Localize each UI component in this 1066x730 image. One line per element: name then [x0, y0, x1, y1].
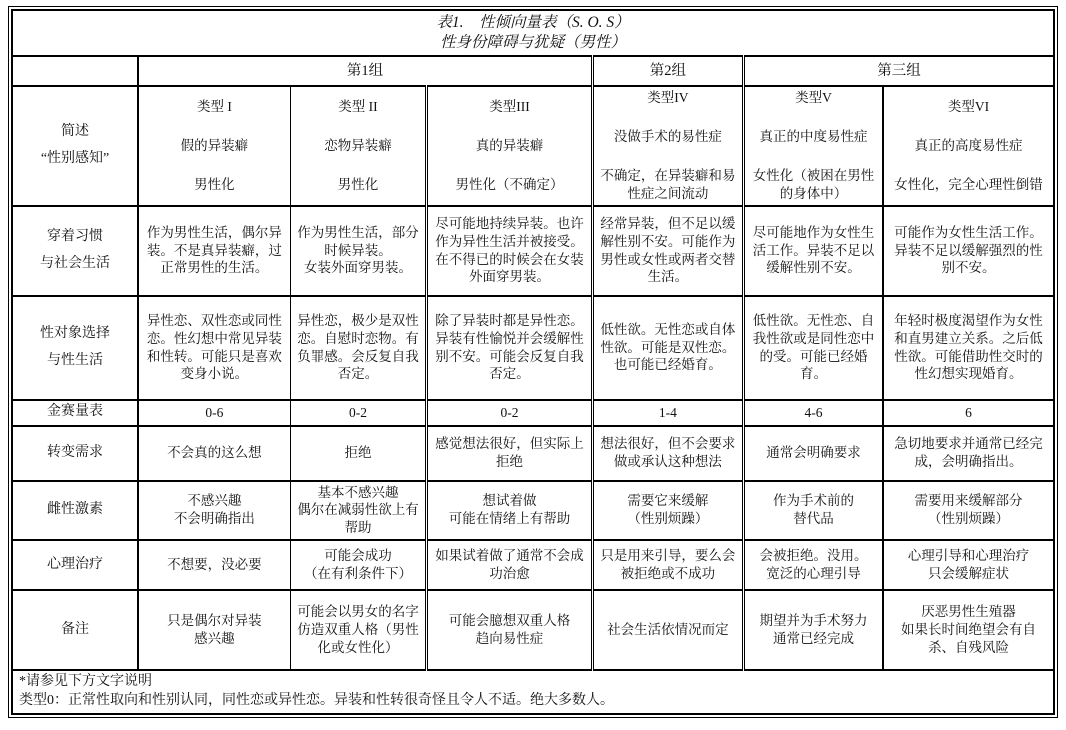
cell-paragraph: 真正的中度易性症: [759, 129, 868, 145]
table-cell: [592, 426, 743, 481]
table-cell: [883, 590, 1054, 670]
cell-paragraph: 假的异装癖: [180, 138, 249, 153]
table-row: [12, 540, 1054, 590]
table-cell: [427, 400, 593, 426]
row-label-line: 性对象选择: [40, 326, 111, 342]
cell-paragraph: 感觉想法很好，但实际上拒绝: [435, 436, 584, 470]
row-label: [12, 481, 138, 540]
table-cell: [883, 426, 1054, 481]
cell-paragraph: 尽可能地持续异装。也许作为异性生活并被接受。在不得已的时候会在女装外面穿男装。: [435, 215, 584, 285]
group-header-3: 第三组: [743, 56, 1054, 86]
cell-paragraph: 想试着做: [482, 493, 537, 509]
cell-paragraph: 基本不感兴趣: [317, 484, 399, 500]
cell-paragraph: 通常已经完成: [773, 630, 855, 646]
row-label: [12, 400, 138, 426]
cell-paragraph: 可能作为女性生活工作。异装不足以缓解强烈的性别不安。: [894, 224, 1043, 276]
table-cell: [743, 206, 883, 296]
cell-paragraph: 只会缓解症状: [928, 565, 1010, 581]
corner-empty-cell: [12, 56, 138, 86]
cell-paragraph: 经常异装，但不足以缓解性别不安。可能作为男性或女性或两者交替生活。: [600, 215, 736, 285]
cell-paragraph: 0-2: [500, 404, 519, 420]
cell-paragraph: 男性化: [337, 176, 379, 192]
cell-paragraph: 异性恋，极少是双性恋。自慰时恋物。有负罪感。会反复自我否定。: [297, 312, 419, 382]
cell-paragraph: 作为男性生活，部分时候异装。: [297, 224, 419, 258]
cell-paragraph: 需要它来缓解: [627, 493, 709, 509]
table-cell: [427, 590, 593, 670]
cell-paragraph: 女性化，完全心理性倒错: [894, 176, 1043, 192]
row-label-line: 备注: [61, 621, 90, 637]
cell-paragraph: 如果长时间绝望会有自杀、自残风险: [901, 622, 1037, 655]
table-cell: [592, 481, 743, 540]
footnote-row: [12, 670, 1054, 714]
cell-paragraph: （性别烦躁）: [627, 511, 709, 527]
sos-table: [11, 9, 1055, 715]
group-header-1: 第1组: [138, 56, 592, 86]
cell-paragraph: 作为手术前的: [773, 493, 855, 509]
cell-paragraph: （性别烦躁）: [928, 511, 1010, 527]
table-cell: [743, 481, 883, 540]
cell-paragraph: 期望并为手术努力: [759, 613, 868, 629]
cell-paragraph: 类型 I: [196, 99, 232, 115]
cell-paragraph: 不感兴趣: [187, 493, 242, 509]
table-cell: [138, 400, 290, 426]
cell-paragraph: 不会真的这么想: [167, 445, 262, 461]
table-row: [12, 296, 1054, 400]
footnote-line-2: 类型0：正常性取向和性别认同，同性恋或异性恋。异装和性转很奇怪且令人不适。绝大多数人。: [19, 692, 614, 708]
cell-paragraph: 不确定，在异装癖和易性症之间流动: [600, 167, 736, 201]
cell-paragraph: 如果试着做了通常不会成功治愈: [435, 548, 584, 581]
cell-paragraph: 女装外面穿男装。: [303, 260, 412, 276]
table-cell: [138, 296, 290, 400]
table-cell: [290, 400, 427, 426]
cell-paragraph: 宽泛的心理引导: [766, 565, 861, 581]
table-cell: [883, 481, 1054, 540]
cell-paragraph: 只是偶尔对异装: [167, 613, 262, 629]
cell-paragraph: 低性欲。无性恋或自体性欲。可能是双性恋。也可能已经婚育。: [600, 321, 736, 373]
cell-paragraph: 类型V: [795, 90, 832, 106]
table-cell: [883, 206, 1054, 296]
cell-paragraph: 想法很好，但不会要求做或承认这种想法: [600, 436, 736, 470]
table-cell: [290, 296, 427, 400]
cell-paragraph: 男性化（不确定）: [455, 176, 564, 192]
table-row: [12, 86, 1054, 205]
cell-paragraph: 替代品: [793, 511, 834, 527]
table-cell: [883, 86, 1054, 205]
table-cell: [427, 86, 593, 205]
cell-paragraph: 拒绝: [344, 445, 372, 461]
cell-paragraph: 真的异装癖: [475, 138, 544, 153]
document-page: [8, 6, 1058, 718]
row-label: [12, 206, 138, 296]
table-cell: [883, 400, 1054, 426]
cell-paragraph: 没做手术的易性症: [613, 129, 722, 145]
table-cell: [743, 590, 883, 670]
row-label-line: 与性生活: [47, 352, 104, 368]
table-cell: [592, 296, 743, 400]
cell-paragraph: 类型 II: [338, 99, 378, 115]
table-cell: [592, 86, 743, 205]
row-label: [12, 296, 138, 400]
cell-paragraph: 可能会臆想双重人格: [448, 613, 571, 629]
cell-paragraph: 偶尔在减弱性欲上有帮助: [297, 502, 419, 536]
table-cell: [743, 400, 883, 426]
cell-paragraph: 年轻时极度渴望作为女性和直男建立关系。之后低性欲。可能借助性交时的性幻想实现婚育。: [894, 312, 1043, 382]
cell-paragraph: 可能会成功: [324, 548, 392, 564]
cell-paragraph: 6: [965, 404, 972, 420]
table-body: [12, 86, 1054, 670]
cell-paragraph: 0-6: [205, 404, 224, 420]
table-cell: [138, 206, 290, 296]
table-cell: [290, 590, 427, 670]
row-label-line: “性别感知”: [40, 150, 110, 166]
table-cell: [290, 206, 427, 296]
row-label: [12, 86, 138, 205]
cell-paragraph: 男性化: [194, 176, 235, 192]
table-cell: [883, 296, 1054, 400]
table-cell: [592, 590, 743, 670]
group-header-row: [12, 56, 1054, 86]
table-cell: [592, 400, 743, 426]
table-title: 表1. 性倾向量表（S. O. S）: [436, 14, 630, 31]
table-cell: [138, 86, 290, 205]
table-cell: [290, 540, 427, 590]
row-label-line: 雌性激素: [47, 502, 104, 518]
cell-paragraph: 类型III: [489, 99, 530, 115]
cell-paragraph: 除了异装时都是异性恋。异装有性愉悦并会缓解性别不安。可能会反复自我否定。: [435, 312, 584, 382]
table-cell: [290, 86, 427, 205]
cell-paragraph: 不想要，没必要: [167, 557, 262, 573]
table-row: [12, 206, 1054, 296]
cell-paragraph: 感兴趣: [194, 630, 235, 646]
row-label: [12, 540, 138, 590]
cell-paragraph: 只是用来引导，要么会被拒绝或不成功: [600, 548, 736, 581]
cell-paragraph: 1-4: [658, 404, 677, 420]
table-cell: [592, 206, 743, 296]
cell-paragraph: 心理引导和心理治疗: [907, 548, 1030, 564]
table-cell: [427, 296, 593, 400]
cell-paragraph: 0-2: [348, 404, 367, 420]
table-row: [12, 400, 1054, 426]
cell-paragraph: 尽可能地作为女性生活工作。异装不足以缓解性别不安。: [752, 224, 875, 276]
table-row: [12, 426, 1054, 481]
table-cell: [743, 426, 883, 481]
table-cell: [427, 540, 593, 590]
footnote-cell: [12, 670, 1054, 714]
group-header-2: 第2组: [592, 56, 743, 86]
cell-paragraph: 不会明确指出: [173, 511, 255, 527]
table-cell: [883, 540, 1054, 590]
row-label: [12, 426, 138, 481]
table-cell: [138, 426, 290, 481]
cell-paragraph: 4-6: [804, 404, 823, 420]
cell-paragraph: 女性化（被困在男性的身体中）: [752, 167, 875, 201]
table-row: [12, 590, 1054, 670]
row-label-line: 简述: [61, 124, 90, 140]
row-label-line: 与社会生活: [40, 255, 111, 271]
cell-paragraph: 类型VI: [947, 99, 990, 115]
cell-paragraph: 会被拒绝。没用。: [759, 548, 868, 564]
cell-paragraph: 真正的高度易性症: [914, 138, 1023, 153]
cell-paragraph: 可能会以男女的名字仿造双重人格（男性化或女性化）: [297, 604, 419, 655]
table-cell: [290, 481, 427, 540]
cell-paragraph: 可能在情绪上有帮助: [448, 511, 571, 527]
cell-paragraph: 类型IV: [647, 90, 689, 106]
cell-paragraph: 作为男性生活，偶尔异装。不是真异装癖，过正常男性的生活。: [146, 224, 282, 276]
row-label-line: 穿着习惯: [47, 229, 104, 245]
cell-paragraph: 急切地要求并通常已经完成，会明确指出。: [894, 436, 1043, 470]
row-label-line: 金赛量表: [47, 404, 104, 420]
cell-paragraph: 需要用来缓解部分: [914, 493, 1023, 509]
table-cell: [138, 540, 290, 590]
table-cell: [138, 481, 290, 540]
table-subtitle: 性身份障碍与犹疑（男性）: [439, 34, 626, 52]
table-cell: [290, 426, 427, 481]
table-cell: [592, 540, 743, 590]
cell-paragraph: 低性欲。无性恋、自我性欲或是同性恋中的受。可能已经婚育。: [752, 312, 875, 382]
row-label: [12, 590, 138, 670]
table-cell: [427, 481, 593, 540]
table-cell: [138, 590, 290, 670]
cell-paragraph: 异性恋、双性恋或同性恋。性幻想中常见异装和性转。可能只是喜欢变身小说。: [146, 312, 282, 382]
table-title-row: [12, 10, 1054, 56]
table-title-cell: [12, 10, 1054, 56]
cell-paragraph: 通常会明确要求: [766, 445, 861, 461]
cell-paragraph: 厌恶男性生殖器: [921, 604, 1016, 620]
footnote-line-1: *请参见下方文字说明: [19, 673, 152, 689]
table-cell: [743, 540, 883, 590]
table-cell: [743, 86, 883, 205]
row-label-line: 心理治疗: [47, 556, 104, 572]
cell-paragraph: （在有利条件下）: [303, 565, 412, 581]
row-label-line: 转变需求: [47, 444, 104, 460]
cell-paragraph: 趋向易性症: [475, 630, 544, 646]
cell-paragraph: 恋物异装癖: [324, 138, 392, 153]
table-cell: [427, 426, 593, 481]
table-row: [12, 481, 1054, 540]
table-cell: [427, 206, 593, 296]
cell-paragraph: 社会生活依情况而定: [607, 622, 729, 638]
table-cell: [743, 296, 883, 400]
